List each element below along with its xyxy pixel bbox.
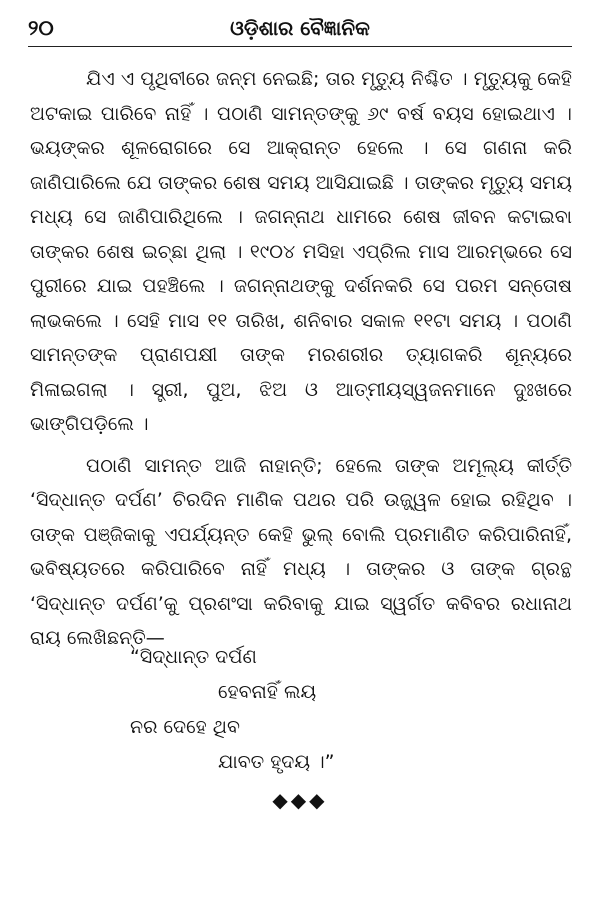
page-header: [28, 12, 572, 44]
paragraph: ଯିଏ ଏ ପୃଥିବୀରେ ଜନ୍ମ ନେଇଛି; ତାର ମୃତ୍ୟୁ ନିଶ୍ଚିତ । ମୃତ୍ୟୁକୁ କେହି ଅଟକାଇ ପାରିବେ ନାହିଁ । ପଠାଣି ସାମନ୍ତଙ୍କୁ ୬୯ ବର୍ଷ ବୟସ ହୋଇଥାଏ । ଭୟଙ୍କର ଶୂଳରୋଗରେ ସେ ଆକ୍ରାନ୍ତ ହେଲେ । ସେ ଗଣନା କରି ଜାଣିପାରିଲେ ଯେ ତାଙ୍କର ଶେଷ ସମୟ ଆସିଯାଇଛି । ତାଙ୍କର ମୃତ୍ୟୁ ସମୟ ମଧ୍ୟ ସେ ଜାଣିପାରିଥିଲେ । ଜଗନ୍ନାଥ ଧାମରେ ଶେଷ ଜୀବନ କଟାଇବା ତାଙ୍କର ଶେଷ ଇଚ୍ଛା ଥିଲା । ୧୯୦୪ ମସିହା ଏପ୍ରିଲ ମାସ ଆରମ୍ଭରେ ସେ ପୁରୀରେ ଯାଇ ପହଞ୍ଚିଲେ । ଜଗନ୍ନାଥଙ୍କୁ ଦର୍ଶନକରି ସେ ପରମ ସନ୍ତୋଷ ଲାଭକଲେ । ସେହି ମାସ ୧୧ ତାରିଖ, ଶନିବାର ସକାଳ ୧୧ଟା ସମୟ । ପଠାଣି ସାମନ୍ତଙ୍କ ପ୍ରାଣପକ୍ଷୀ ତାଙ୍କ ମରଶରୀର ତ୍ୟାଗକରି ଶୂନ୍ୟରେ ମିଳାଇଗଲା । ସ୍ତ୍ରୀ, ପୁଅ, ଝିଅ ଓ ଆତ୍ମୀୟସ୍ୱଜନମାନେ ଦୁଃଖରେ ଭାଙ୍ଗିପଡ଼ିଲେ ।: [30, 68, 572, 435]
paragraph: ପଠାଣି ସାମନ୍ତ ଆଜି ନାହାନ୍ତି; ହେଲେ ତାଙ୍କ ଅମୂଲ୍ୟ କୀର୍ତ୍ତି ‘ସିଦ୍ଧାନ୍ତ ଦର୍ପଣ’ ଚିରଦିନ ମାଣିକ ପଥର ପରି ଉଜ୍ଜ୍ୱଳ ହୋଇ ରହିଥିବ । ତାଙ୍କ ପଞ୍ଜିକାକୁ ଏପର୍ଯ୍ୟନ୍ତ କେହି ଭୁଲ୍ ବୋଲି ପ୍ରମାଣିତ କରିପାରିନାହିଁ, ଭବିଷ୍ୟତରେ କରିପାରିବେ ନାହିଁ ମଧ୍ୟ । ତାଙ୍କର ଓ ତାଙ୍କ ଗ୍ରନ୍ଥ ‘ସିଦ୍ଧାନ୍ତ ଦର୍ପଣ’କୁ ପ୍ରଶଂସା କରିବାକୁ ଯାଇ ସ୍ୱର୍ଗତ କବିବର ରଧାନାଥ ରାୟ ଲେଖିଛନ୍ତି—: [30, 454, 572, 649]
diamond-ornament-icon: ◆◆◆: [272, 788, 328, 812]
verse-quote: [0, 640, 600, 780]
verse-line: ଯାବତ ହୃଦୟ ।”: [218, 751, 335, 773]
header-rule: [28, 46, 572, 47]
verse-line: ନର ଦେହେ ଥିବ: [130, 716, 240, 738]
page-number: ୨୦: [28, 16, 54, 40]
verse-line: ହେବନାହିଁ ଲୟ: [218, 681, 317, 703]
running-title: ଓଡ଼ିଶାର ବୈଜ୍ଞାନିକ: [230, 16, 370, 40]
verse-line: “ସିଦ୍ଧାନ୍ତ ଦର୍ପଣ: [130, 646, 257, 668]
body-text: [30, 62, 572, 656]
